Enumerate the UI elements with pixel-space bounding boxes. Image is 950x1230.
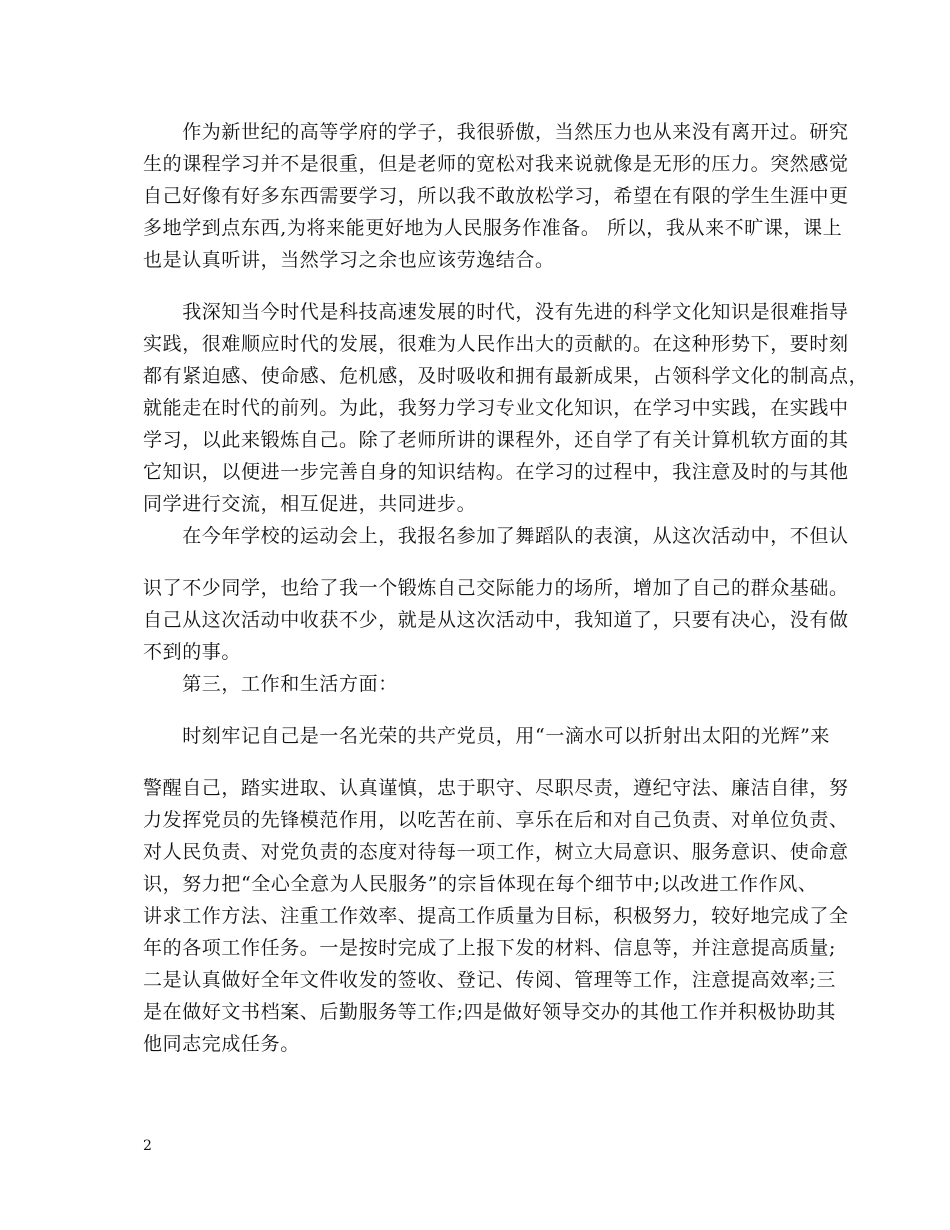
text-line: 也是认真听讲，当然学习之余也应该劳逸结合。 (143, 249, 555, 271)
text-line: 它知识，以便进一步完善自身的知识结构。在学习的过程中，我注意及时的与其他 (143, 461, 849, 483)
text-line: 我深知当今时代是科技高速发展的时代，没有先进的科学文化知识是很难指导 (143, 301, 849, 323)
text-line: 多地学到点东西,为将来能更好地为人民服务作准备。 所以，我从来不旷课，课上 (143, 217, 843, 239)
text-line: 在今年学校的运动会上，我报名参加了舞蹈队的表演，从这次活动中，不但认 (143, 525, 849, 547)
text-line: 实践，很难顺应时代的发展，很难为人民作出大的贡献的。在这种形势下，要时刻 (143, 333, 849, 355)
text-line: 自己从这次活动中收获不少，就是从这次活动中，我知道了，只要有决心，没有做 (143, 609, 849, 631)
text-line: 力发挥党员的先锋模范作用，以吃苦在前、享乐在后和对自己负责、对单位负责、 (143, 809, 849, 831)
text-line: 识，努力把“全心全意为人民服务”的宗旨体现在每个细节中;以改进工作作风、 (143, 873, 818, 895)
text-line: 自己好像有好多东西需要学习，所以我不敢放松学习，希望在有限的学生生涯中更 (143, 185, 849, 207)
text-line: 二是认真做好全年文件收发的签收、登记、传阅、管理等工作，注意提高效率;三 (143, 969, 837, 991)
text-line: 作为新世纪的高等学府的学子，我很骄傲，当然压力也从来没有离开过。研究 (143, 121, 849, 143)
text-line: 他同志完成任务。 (143, 1033, 300, 1055)
text-line: 警醒自己，踏实进取、认真谨慎，忠于职守、尽职尽责，遵纪守法、廉洁自律，努 (143, 777, 849, 799)
page-number: 2 (143, 1138, 152, 1154)
text-line: 同学进行交流，相互促进，共同进步。 (143, 493, 477, 515)
text-line: 是在做好文书档案、后勤服务等工作;四是做好领导交办的其他工作并积极协助其 (143, 1001, 837, 1023)
text-line: 就能走在时代的前列。为此，我努力学习专业文化知识，在学习中实践，在实践中 (143, 397, 849, 419)
text-line: 时刻牢记自己是一名光荣的共产党员，用“一滴水可以折射出太阳的光辉”来 (143, 725, 831, 747)
text-line: 生的课程学习并不是很重，但是老师的宽松对我来说就像是无形的压力。突然感觉 (143, 153, 849, 175)
text-line: 识了不少同学，也给了我一个锻炼自己交际能力的场所，增加了自己的群众基础。 (143, 577, 849, 599)
text-line: 不到的事。 (143, 641, 242, 663)
text-line: 对人民负责、对党负责的态度对待每一项工作，树立大局意识、服务意识、使命意 (143, 841, 849, 863)
text-line: 讲求工作方法、注重工作效率、提高工作质量为目标，积极努力，较好地完成了全 (143, 905, 849, 927)
text-line: 第三，工作和生活方面： (143, 673, 398, 695)
text-line: 学习，以此来锻炼自己。除了老师所讲的课程外，还自学了有关计算机软方面的其 (143, 429, 849, 451)
text-line: 都有紧迫感、使命感、危机感，及时吸收和拥有最新成果，占领科学文化的制高点， (143, 365, 869, 387)
text-line: 年的各项工作任务。一是按时完成了上报下发的材料、信息等，并注意提高质量; (143, 937, 837, 959)
